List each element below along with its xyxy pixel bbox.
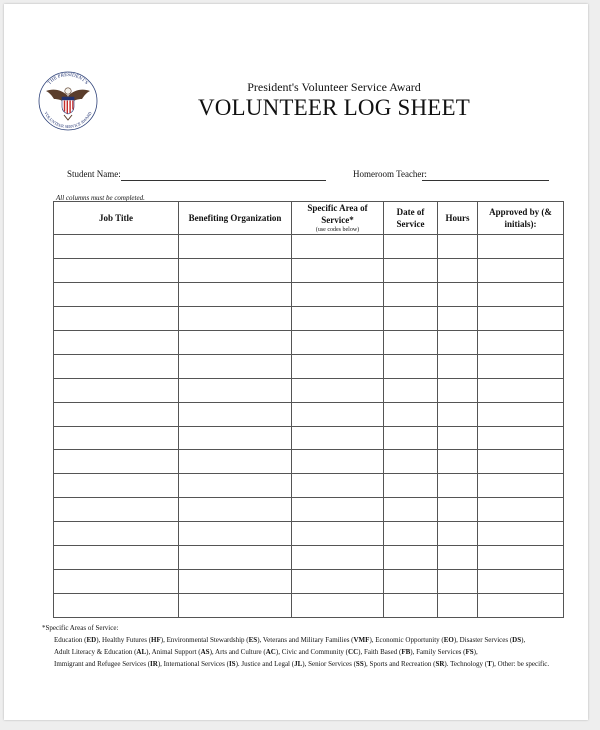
table-cell[interactable] <box>292 450 384 474</box>
table-cell[interactable] <box>179 594 292 618</box>
table-cell[interactable] <box>384 282 438 306</box>
column-header-date-of-service: Date of Service <box>384 202 438 235</box>
table-cell[interactable] <box>438 306 478 330</box>
table-cell[interactable] <box>478 498 564 522</box>
table-cell[interactable] <box>438 498 478 522</box>
service-code: AS <box>200 648 210 656</box>
table-cell[interactable] <box>179 426 292 450</box>
table-cell[interactable] <box>179 306 292 330</box>
table-cell[interactable] <box>179 498 292 522</box>
presidents-award-seal-logo <box>36 66 100 136</box>
table-cell[interactable] <box>54 402 179 426</box>
table-cell[interactable] <box>54 282 179 306</box>
instruction-note: All columns must be completed. <box>56 194 145 202</box>
table-cell[interactable] <box>438 378 478 402</box>
table-cell[interactable] <box>54 546 179 570</box>
column-header-area-of-service: Specific Area of Service* (use codes below) <box>292 202 384 235</box>
homeroom-teacher-label: Homeroom Teacher: <box>353 169 427 179</box>
table-cell[interactable] <box>438 402 478 426</box>
service-code: SR <box>435 660 445 668</box>
legend-text: ), Environmental Stewardship ( <box>160 636 249 644</box>
table-cell[interactable] <box>384 522 438 546</box>
table-row <box>54 330 564 354</box>
table-cell[interactable] <box>478 402 564 426</box>
table-cell[interactable] <box>438 522 478 546</box>
legend-text: ), Faith Based ( <box>358 648 402 656</box>
table-cell[interactable] <box>384 330 438 354</box>
legend-line <box>42 646 549 658</box>
table-cell[interactable] <box>54 570 179 594</box>
table-cell[interactable] <box>54 306 179 330</box>
volunteer-log-table <box>53 201 564 618</box>
table-cell[interactable] <box>292 378 384 402</box>
legend-line <box>42 634 549 646</box>
document-page <box>4 4 588 720</box>
table-cell[interactable] <box>478 450 564 474</box>
table-cell[interactable] <box>179 522 292 546</box>
seal-text-bottom: VOLUNTEER SERVICE AWARD <box>43 110 93 130</box>
page-title: VOLUNTEER LOG SHEET <box>197 95 471 120</box>
table-cell[interactable] <box>478 546 564 570</box>
column-header-job-title: Job Title <box>54 202 179 235</box>
table-cell[interactable] <box>384 378 438 402</box>
table-row <box>54 594 564 618</box>
table-cell[interactable] <box>54 378 179 402</box>
legend-text: Adult Literacy & Education ( <box>54 648 137 656</box>
legend-text: ), Family Services ( <box>410 648 466 656</box>
table-cell[interactable] <box>384 498 438 522</box>
table-cell[interactable] <box>384 235 438 259</box>
table-row <box>54 546 564 570</box>
legend-text: ), <box>521 636 526 644</box>
table-cell[interactable] <box>384 546 438 570</box>
table-cell[interactable] <box>478 378 564 402</box>
table-row <box>54 282 564 306</box>
table-cell[interactable] <box>438 282 478 306</box>
table-row <box>54 306 564 330</box>
table-cell[interactable] <box>384 426 438 450</box>
seal-text-top: THE PRESIDENT'S <box>47 72 89 86</box>
table-cell[interactable] <box>478 306 564 330</box>
legend-text: ), <box>473 648 478 656</box>
table-cell[interactable] <box>438 258 478 282</box>
table-cell[interactable] <box>478 426 564 450</box>
table-cell[interactable] <box>292 522 384 546</box>
service-code: AL <box>136 648 147 656</box>
service-code: IS <box>228 660 236 668</box>
legend-line <box>42 658 549 670</box>
table-cell[interactable] <box>54 235 179 259</box>
table-cell[interactable] <box>292 306 384 330</box>
table-cell[interactable] <box>384 450 438 474</box>
service-code: T <box>487 660 492 668</box>
table-cell[interactable] <box>478 330 564 354</box>
table-cell[interactable] <box>384 354 438 378</box>
service-code: FS <box>465 648 474 656</box>
table-row <box>54 235 564 259</box>
table-cell[interactable] <box>384 402 438 426</box>
table-cell[interactable] <box>179 378 292 402</box>
service-code: HF <box>151 636 161 644</box>
table-cell[interactable] <box>438 330 478 354</box>
service-code: JL <box>294 660 303 668</box>
table-row <box>54 402 564 426</box>
table-cell[interactable] <box>292 330 384 354</box>
table-row <box>54 498 564 522</box>
service-code: VMF <box>353 636 370 644</box>
homeroom-teacher-field[interactable] <box>422 180 549 181</box>
table-cell[interactable] <box>292 594 384 618</box>
column-header-benefiting-organization: Benefiting Organization <box>179 202 292 235</box>
service-code: DS <box>512 636 522 644</box>
table-cell[interactable] <box>384 594 438 618</box>
service-code: ED <box>86 636 97 644</box>
table-cell[interactable] <box>54 426 179 450</box>
table-row <box>54 354 564 378</box>
table-cell[interactable] <box>54 594 179 618</box>
legend-text: ), Economic Opportunity ( <box>369 636 444 644</box>
service-code: AC <box>265 648 276 656</box>
legend-text: ), Animal Support ( <box>146 648 201 656</box>
table-cell[interactable] <box>179 282 292 306</box>
table-cell[interactable] <box>438 235 478 259</box>
area-of-service-note: (use codes below) <box>315 227 360 233</box>
table-cell[interactable] <box>438 474 478 498</box>
table-row <box>54 474 564 498</box>
table-cell[interactable] <box>179 258 292 282</box>
column-header-hours: Hours <box>438 202 478 235</box>
table-cell[interactable] <box>438 546 478 570</box>
table-cell[interactable] <box>438 570 478 594</box>
table-cell[interactable] <box>384 306 438 330</box>
legend-heading: *Specific Areas of Service: <box>42 624 119 632</box>
table-cell[interactable] <box>478 570 564 594</box>
table-cell[interactable] <box>179 474 292 498</box>
table-cell[interactable] <box>179 570 292 594</box>
legend-text: ), Senior Services ( <box>302 660 356 668</box>
table-row <box>54 426 564 450</box>
legend-text: ), Civic and Community ( <box>275 648 349 656</box>
table-cell[interactable] <box>54 474 179 498</box>
legend-text: ), Disaster Services ( <box>453 636 513 644</box>
table-cell[interactable] <box>478 235 564 259</box>
table-cell[interactable] <box>179 402 292 426</box>
table-cell[interactable] <box>179 546 292 570</box>
legend-text: ). Technology ( <box>444 660 488 668</box>
table-cell[interactable] <box>384 258 438 282</box>
table-cell[interactable] <box>54 330 179 354</box>
legend-text: ), Sports and Recreation ( <box>363 660 436 668</box>
service-code: SS <box>355 660 364 668</box>
table-row <box>54 450 564 474</box>
table-cell[interactable] <box>292 282 384 306</box>
service-code: IR <box>150 660 158 668</box>
table-cell[interactable] <box>292 498 384 522</box>
table-cell[interactable] <box>292 402 384 426</box>
service-code: CC <box>348 648 359 656</box>
table-cell[interactable] <box>438 354 478 378</box>
table-cell[interactable] <box>478 258 564 282</box>
table-cell[interactable] <box>478 594 564 618</box>
table-row <box>54 522 564 546</box>
table-cell[interactable] <box>292 546 384 570</box>
table-row <box>54 258 564 282</box>
legend-text: ), Arts and Culture ( <box>209 648 266 656</box>
table-cell[interactable] <box>179 450 292 474</box>
table-cell[interactable] <box>292 235 384 259</box>
student-name-field[interactable] <box>121 180 326 181</box>
student-name-label: Student Name: <box>67 169 121 179</box>
table-cell[interactable] <box>292 258 384 282</box>
table-header-row <box>54 202 564 235</box>
table-cell[interactable] <box>292 426 384 450</box>
table-cell[interactable] <box>54 450 179 474</box>
service-code: EO <box>443 636 454 644</box>
table-cell[interactable] <box>54 354 179 378</box>
table-cell[interactable] <box>292 354 384 378</box>
table-cell[interactable] <box>292 570 384 594</box>
table-cell[interactable] <box>179 330 292 354</box>
table-cell[interactable] <box>478 282 564 306</box>
legend-text: ), Healthy Futures ( <box>96 636 152 644</box>
table-cell[interactable] <box>384 474 438 498</box>
table-row <box>54 378 564 402</box>
table-cell[interactable] <box>54 522 179 546</box>
legend-text: ), International Services ( <box>157 660 229 668</box>
table-cell[interactable] <box>438 426 478 450</box>
legend-text: ). Justice and Legal ( <box>235 660 295 668</box>
legend-text: Education ( <box>54 636 87 644</box>
table-cell[interactable] <box>179 354 292 378</box>
award-subtitle: President's Volunteer Service Award <box>247 80 421 94</box>
service-code: FB <box>401 648 411 656</box>
table-cell[interactable] <box>478 354 564 378</box>
legend-text: Immigrant and Refugee Services ( <box>54 660 151 668</box>
table-cell[interactable] <box>438 450 478 474</box>
table-cell[interactable] <box>384 570 438 594</box>
service-areas-legend <box>42 622 549 670</box>
column-header-approved-by: Approved by (& initials): <box>478 202 564 235</box>
table-cell[interactable] <box>179 235 292 259</box>
legend-text: ), Veterans and Military Families ( <box>257 636 354 644</box>
table-cell[interactable] <box>54 258 179 282</box>
table-cell[interactable] <box>478 474 564 498</box>
table-cell[interactable] <box>292 474 384 498</box>
table-cell[interactable] <box>54 498 179 522</box>
table-cell[interactable] <box>478 522 564 546</box>
table-row <box>54 570 564 594</box>
service-code: ES <box>248 636 258 644</box>
table-cell[interactable] <box>438 594 478 618</box>
legend-text: ), Other: be specific. <box>491 660 550 668</box>
